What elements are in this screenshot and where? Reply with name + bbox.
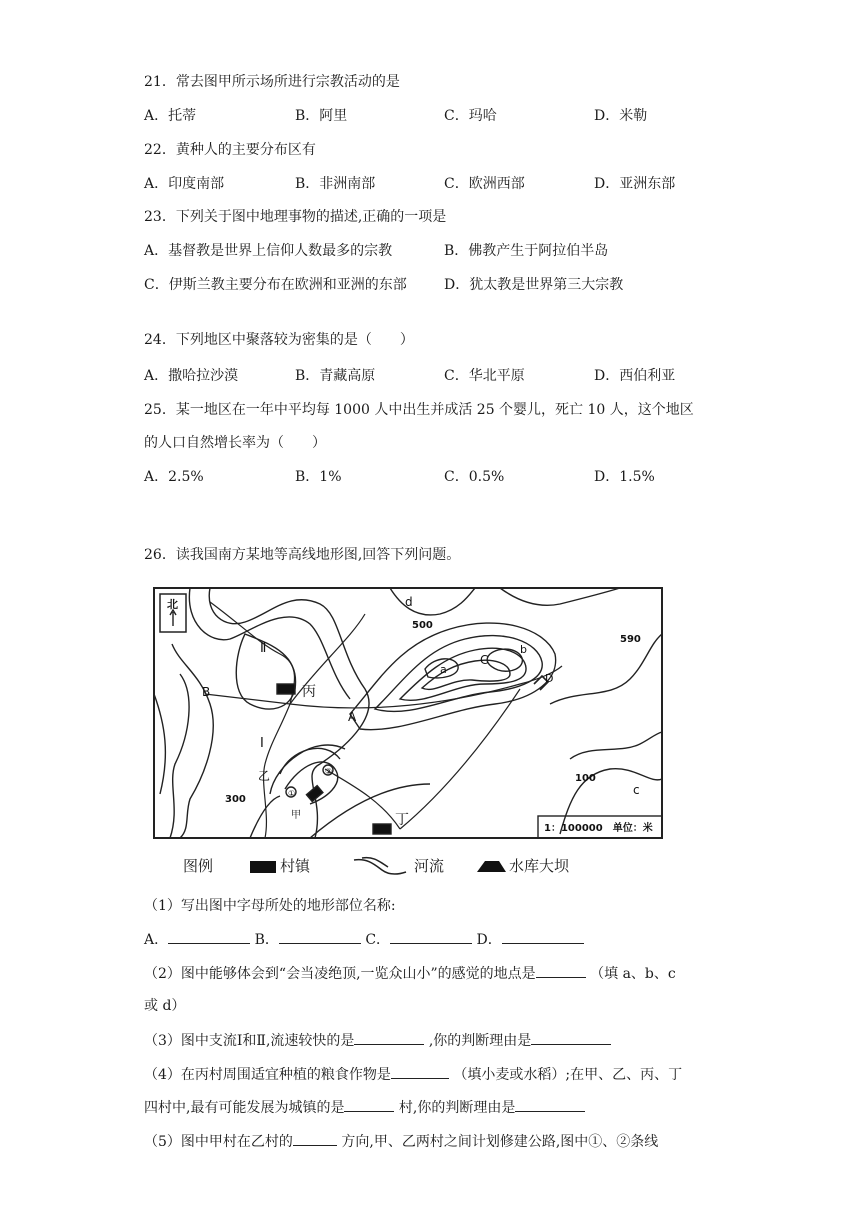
sub1-label-c: C． <box>365 932 391 948</box>
label-river-I: Ⅰ <box>260 736 264 751</box>
answer-blank-c[interactable] <box>390 929 472 944</box>
q24-option-a: A．撒哈拉沙漠 <box>144 368 239 384</box>
q23-option-c: C．伊斯兰教主要分布在欧洲和亚洲的东部 <box>144 277 407 293</box>
label-B: B <box>202 685 211 699</box>
sub1-answers <box>144 929 584 950</box>
q21-option-c: C．玛哈 <box>444 108 497 124</box>
contour-line <box>154 694 165 794</box>
sub1-label-a: A． <box>144 932 169 948</box>
sub3-text: （3）图中支流Ⅰ和Ⅱ,流速较快的是 <box>144 1033 355 1049</box>
legend-village-label: 村镇 <box>280 857 311 875</box>
contour-line <box>400 648 526 700</box>
legend-village-icon <box>250 860 276 874</box>
answer-blank-sub4-b[interactable] <box>344 1097 394 1112</box>
q23-option-d: D．犹太教是世界第三大宗教 <box>444 277 624 293</box>
q25-option-b: B．1% <box>295 469 342 485</box>
north-label: 北 <box>167 598 178 611</box>
sub2-hint: （填 a、b、c <box>590 966 676 982</box>
q21-option-d: D．米勒 <box>594 108 648 124</box>
contour-line <box>310 784 430 838</box>
q24-option-d: D．西伯利亚 <box>594 368 676 384</box>
label-C: C <box>480 653 489 667</box>
scale-label: 1：100000 单位：米 <box>544 823 653 834</box>
label-river-II: Ⅱ <box>260 641 267 656</box>
sub4-text: （4）在丙村周围适宜种植的粮食作物是 <box>144 1067 391 1083</box>
q25-option-a: A．2.5% <box>144 469 204 485</box>
legend-title: 图例 <box>183 857 214 875</box>
label-b: b <box>520 643 527 656</box>
q22-option-c: C．欧洲西部 <box>444 176 525 192</box>
q25-option-d: D．1.5% <box>594 469 655 485</box>
legend-river-icon <box>352 856 408 878</box>
sub2-line2: 或 d） <box>144 998 186 1014</box>
sub3-line <box>144 1030 611 1051</box>
answer-blank-sub4-a[interactable] <box>391 1064 449 1079</box>
q23-option-a: A．基督教是世界上信仰人数最多的宗教 <box>144 243 393 259</box>
q26-stem: 26．读我国南方某地等高线地形图,回答下列问题。 <box>144 547 461 563</box>
label-d-top: d <box>405 595 413 609</box>
label-100: 100 <box>575 773 596 784</box>
contour-line <box>390 588 475 615</box>
contour-map <box>150 584 670 846</box>
sub1-text: （1）写出图中字母所处的地形部位名称: <box>144 898 396 914</box>
sub2-text: （2）图中能够体会到“会当凌绝顶,一览众山小”的感觉的地点是 <box>144 966 536 982</box>
q21-option-b: B．阿里 <box>295 108 348 124</box>
label-500: 500 <box>412 620 433 631</box>
answer-blank-sub3-b[interactable] <box>531 1030 611 1045</box>
label-300: 300 <box>225 794 246 805</box>
label-D: D <box>545 672 554 685</box>
label-circle-1: ① <box>288 789 296 798</box>
village-ding-icon <box>373 824 391 834</box>
q24-option-b: B．青藏高原 <box>295 368 376 384</box>
label-a: a <box>440 663 447 676</box>
sub3-text2: ,你的判断理由是 <box>428 1033 532 1049</box>
q24-option-c: C．华北平原 <box>444 368 525 384</box>
label-590: 590 <box>620 634 641 645</box>
answer-blank-a[interactable] <box>168 929 250 944</box>
q22-option-b: B．非洲南部 <box>295 176 376 192</box>
sub5-line <box>144 1131 658 1152</box>
contour-line <box>350 623 556 730</box>
sub1-label-d: D． <box>476 932 502 948</box>
sub4-hint: （填小麦或水稻）;在甲、乙、丙、丁 <box>453 1067 683 1083</box>
answer-blank-sub4-c[interactable] <box>515 1097 585 1112</box>
answer-blank-sub5[interactable] <box>293 1131 337 1146</box>
sub4-text3: 村,你的判断理由是 <box>398 1100 516 1116</box>
contour-line <box>500 588 620 605</box>
answer-blank-d[interactable] <box>502 929 584 944</box>
contour-line <box>170 674 189 838</box>
river-line <box>325 769 400 829</box>
legend-dam-label: 水库大坝 <box>509 857 570 875</box>
label-village-bing: 丙 <box>302 684 316 700</box>
label-A: A <box>348 710 357 724</box>
contour-line <box>570 732 662 759</box>
q21-option-a: A．托蒂 <box>144 108 197 124</box>
sub2-line1 <box>144 963 676 984</box>
contour-line <box>550 634 662 704</box>
legend-river-label: 河流 <box>414 857 445 875</box>
sub1-label-b: B． <box>254 932 279 948</box>
q25-stem-line1: 25．某一地区在一年中平均每 1000 人中出生并成活 25 个婴儿，死亡 10 人，这个地区 <box>144 402 694 418</box>
sub5-text: （5）图中甲村在乙村的 <box>144 1134 293 1150</box>
answer-blank-sub3-a[interactable] <box>354 1030 424 1045</box>
answer-blank-sub2[interactable] <box>536 963 586 978</box>
q25-stem-line2: 的人口自然增长率为（ ） <box>144 435 326 451</box>
legend-dam-icon <box>475 858 507 874</box>
river-line <box>400 689 520 829</box>
label-village-jia: 甲 <box>291 810 301 821</box>
north-arrow-icon <box>170 610 176 626</box>
label-village-ding: 丁 <box>395 812 409 828</box>
label-village-yi: 乙 <box>258 769 271 783</box>
sub4-line1 <box>144 1064 682 1085</box>
q24-stem: 24．下列地区中聚落较为密集的是（ ） <box>144 332 414 348</box>
village-bing-icon <box>277 684 295 694</box>
sub4-line2 <box>144 1097 585 1118</box>
sub5-text2: 方向,甲、乙两村之间计划修建公路,图中①、②条线 <box>341 1134 659 1150</box>
answer-blank-b[interactable] <box>279 929 361 944</box>
q22-option-d: D．亚洲东部 <box>594 176 676 192</box>
q22-option-a: A．印度南部 <box>144 176 225 192</box>
label-circle-2: ② <box>325 767 333 776</box>
q23-stem: 23．下列关于图中地理事物的描述,正确的一项是 <box>144 209 447 225</box>
sub4-text2: 四村中,最有可能发展为城镇的是 <box>144 1100 345 1116</box>
label-c-low: c <box>633 783 640 797</box>
contour-line <box>422 660 510 689</box>
q21-stem: 21．常去图甲所示场所进行宗教活动的是 <box>144 74 400 90</box>
q23-option-b: B．佛教产生于阿拉伯半岛 <box>444 243 609 259</box>
contour-line <box>172 644 213 838</box>
q22-stem: 22．黄种人的主要分布区有 <box>144 142 316 158</box>
q25-option-c: C．0.5% <box>444 469 505 485</box>
contour-line <box>375 636 542 712</box>
